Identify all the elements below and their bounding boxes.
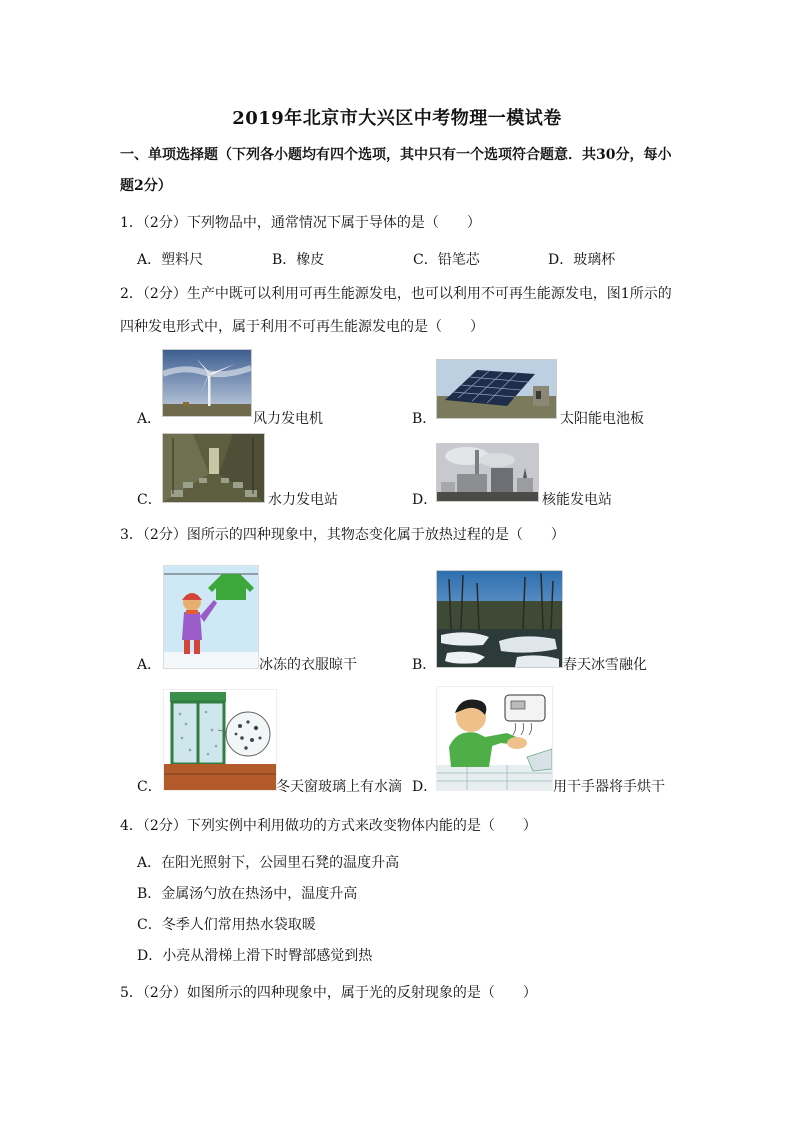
wind-turbine-image [162, 349, 252, 417]
q2-option-c-caption: 水力发电站 [268, 492, 338, 508]
q3-option-b-letter: B． [412, 657, 437, 673]
q1-option-b: B．橡皮 [272, 252, 325, 268]
q2-option-b-letter: B． [412, 411, 437, 427]
window-droplets-image [163, 689, 277, 791]
melting-ice-image [436, 570, 563, 668]
q2-option-b-caption: 太阳能电池板 [560, 411, 644, 427]
question-2-stem-line1: 2．（2分）生产中既可以利用可再生能源发电，也可以利用不可再生能源发电，图1所示的 [120, 286, 672, 302]
page-title: 2019年北京市大兴区中考物理一模试卷 [232, 108, 562, 129]
hydro-station-image [162, 433, 265, 503]
q1-option-d: D．玻璃杯 [548, 252, 616, 268]
q4-option-c: C．冬季人们常用热水袋取暖 [137, 917, 316, 933]
q2-option-a-letter: A． [137, 411, 162, 427]
q4-option-d: D．小亮从滑梯上滑下时臀部感觉到热 [137, 948, 373, 964]
q1-option-c: C．铅笔芯 [413, 252, 480, 268]
question-1-stem: 1．（2分）下列物品中，通常情况下属于导体的是（ ） [120, 215, 481, 231]
q3-option-a-letter: A． [137, 657, 162, 673]
q3-option-a-caption: 冰冻的衣服晾干 [259, 657, 357, 673]
question-4-stem: 4．（2分）下列实例中利用做功的方式来改变物体内能的是（ ） [120, 818, 537, 834]
section-heading [120, 140, 680, 202]
question-5-stem: 5．（2分）如图所示的四种现象中，属于光的反射现象的是（ ） [120, 985, 537, 1001]
q2-option-d-caption: 核能发电站 [542, 492, 612, 508]
nuclear-plant-image [436, 443, 539, 502]
frozen-clothes-image [163, 565, 259, 669]
q3-option-c-caption: 冬天窗玻璃上有水滴 [276, 779, 402, 795]
q3-option-b-caption: 春天冰雪融化 [563, 657, 647, 673]
question-3-stem: 3．（2分）图所示的四种现象中，其物态变化属于放热过程的是（ ） [120, 527, 565, 543]
q1-option-a: A．塑料尺 [137, 252, 204, 268]
solar-panel-image [436, 359, 557, 419]
q3-option-c-letter: C． [137, 779, 162, 795]
section-heading-line1: 一、单项选择题（下列各小题均有四个选项，其中只有一个选项符合题意．共30分，每小 [120, 147, 672, 163]
q2-option-c-letter: C． [137, 492, 162, 508]
q2-option-a-caption: 风力发电机 [253, 411, 323, 427]
q3-option-d-letter: D． [412, 779, 438, 795]
q2-option-d-letter: D． [412, 492, 438, 508]
q3-option-d-caption: 用干手器将手烘干 [553, 779, 665, 795]
q4-option-a: A．在阳光照射下，公园里石凳的温度升高 [137, 855, 400, 871]
q4-option-b: B．金属汤勺放在热汤中，温度升高 [137, 886, 358, 902]
section-heading-line2: 题2分） [120, 178, 172, 194]
hand-dryer-image [436, 686, 553, 791]
question-2-stem-line2: 四种发电形式中，属于利用不可再生能源发电的是（ ） [120, 319, 484, 335]
